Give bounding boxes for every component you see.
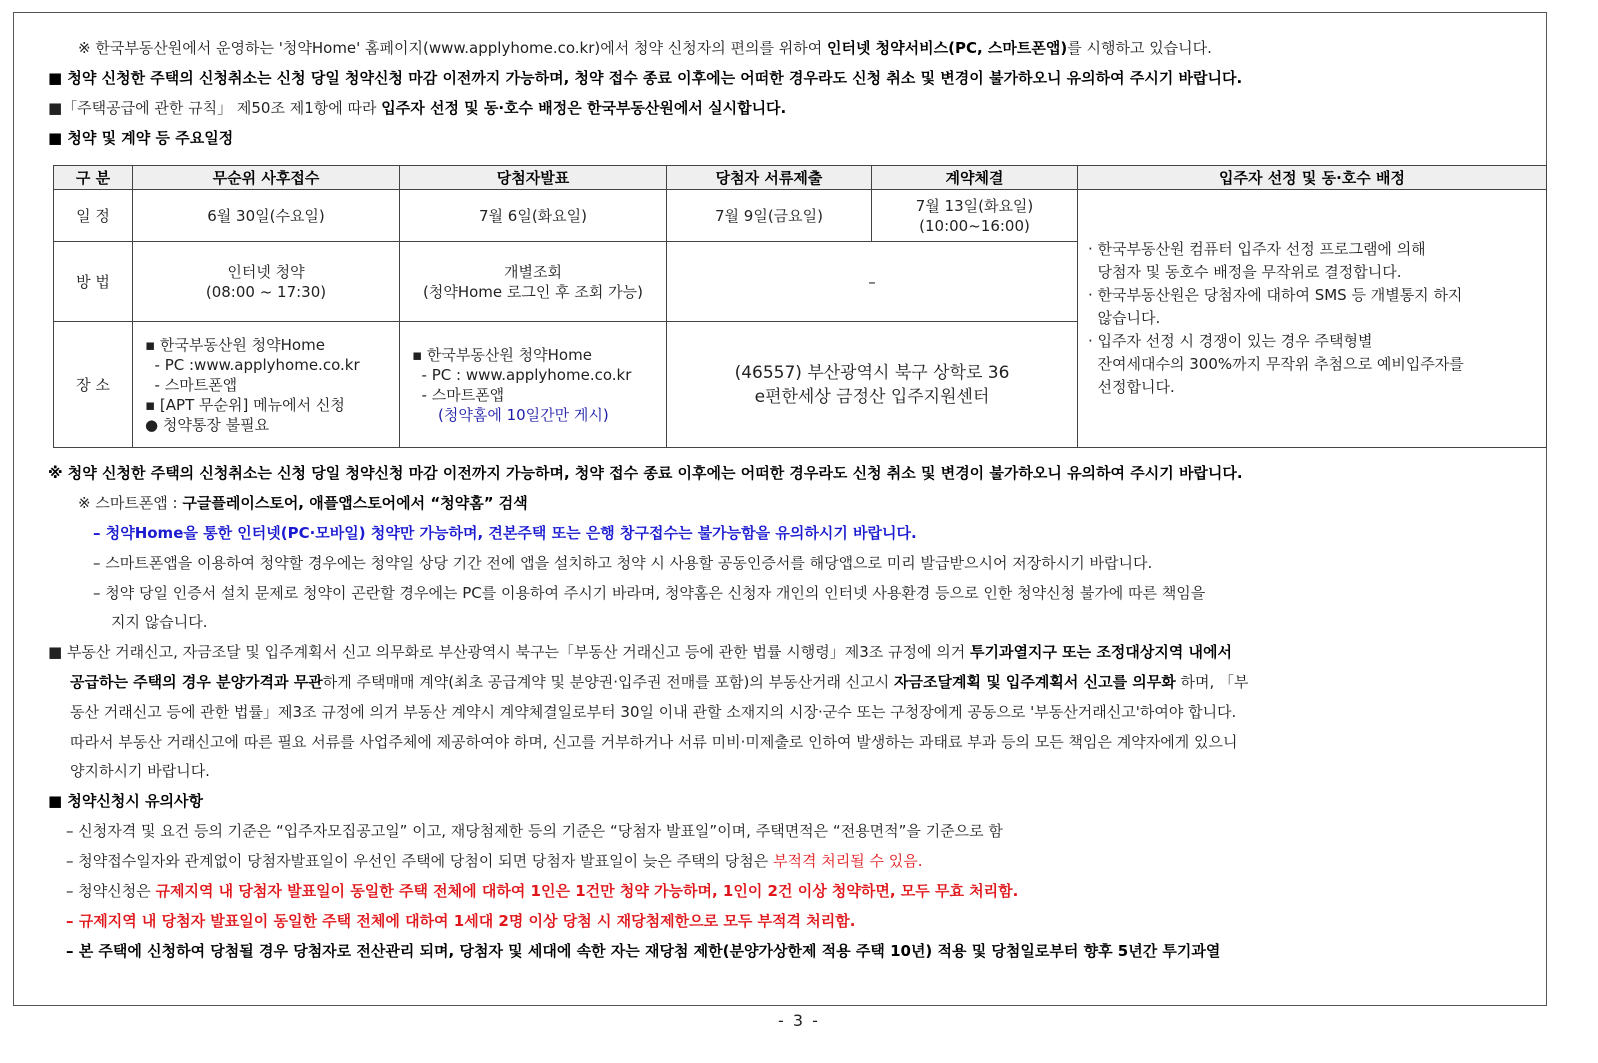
cancel-notice-repeat: ※ 청약 신청한 주택의 신청취소는 신청 당일 청약신청 마감 이전까지 가능하며, 청약 접수 종료 이후에는 어떠한 경우라도 신청 취소 및 변경이 불가하오니 유의하여 주시기 바랍니다. [48, 464, 1243, 482]
row-label-place: 장 소 [54, 322, 133, 448]
caution-one-application [66, 881, 1018, 901]
header-contract: 계약체결 [872, 166, 1078, 190]
certificate-notice-cont: 지지 않습니다. [111, 613, 208, 631]
caution-criteria: – 신청자격 및 요건 등의 기준은 “입주자모집공고일” 이고, 재당첨제한 등의 기준은 “당첨자 발표일”이며, 주택면적은 “전용면적”을 기준으로 함 [66, 822, 1003, 840]
caution-priority-warning: 부적격 처리될 수 있음. [773, 852, 923, 870]
place-receipt-item: - 스마트폰앱 [145, 375, 238, 394]
caution-rewin-limit: – 본 주택에 신청하여 당첨될 경우 당첨자로 전산관리 되며, 당첨자 및 세대에 속한 자는 재당첨 제한(분양가상한제 적용 주택 10년) 적용 및 당첨일로부터 향후 5년간 투기과열 [66, 942, 1221, 960]
method-documents-contract: – [667, 242, 1078, 322]
date-receipt: 6월 30일(수요일) [133, 190, 400, 242]
smartphone-app-notice [78, 493, 528, 513]
smartphone-app-label: ※ 스마트폰앱 : [78, 494, 183, 512]
caution-one-application-warning: 규제지역 내 당첨자 발표일이 동일한 주택 전체에 대하여 1인은 1건만 청약 가능하며, 1인이 2건 이상 청약하면, 모두 무효 처리함. [155, 882, 1019, 900]
real-estate-line-4: 따라서 부동산 거래신고에 따른 필요 서류를 사업주체에 제공하여야 하며, 신고를 거부하거나 서류 미비·미제출로 인하여 발생하는 과태료 부과 등의 모든 책임은 계약자에게 있으니 [70, 733, 1238, 751]
selection-note-line: · 한국부동산원은 당첨자에 대하여 SMS 등 개별통지 하지 [1088, 286, 1463, 304]
selection-notes-cell [1078, 190, 1547, 448]
selection-rule-highlight: 입주자 선정 및 동·호수 배정은 한국부동산원에서 실시합니다. [381, 99, 787, 117]
caution-priority-text: – 청약접수일자와 관계없이 당첨자발표일이 우선인 주택에 당첨이 되면 당첨자 발표일이 늦은 주택의 당첨은 [66, 852, 774, 870]
caution-household-limit: – 규제지역 내 당첨자 발표일이 동일한 주택 전체에 대하여 1세대 2명 이상 당첨 시 재당첨제한으로 모두 부적격 처리함. [66, 912, 856, 930]
header-announce: 당첨자발표 [400, 166, 667, 190]
method-receipt-hours: (08:00 ~ 17:30) [205, 282, 327, 301]
place-office [667, 322, 1078, 448]
method-announce-line2: (청약Home 로그인 후 조회 가능) [423, 282, 643, 301]
method-receipt-line1: 인터넷 청약 [227, 262, 305, 281]
certificate-notice: – 청약 당일 인증서 설치 문제로 청약이 곤란할 경우에는 PC를 이용하여 주시기 바라며, 청약홈은 신청자 개인의 인터넷 사용환경 등으로 인한 청약신청 불가에 따른 책임을 [93, 584, 1206, 602]
selection-note-line: · 한국부동산원 컴퓨터 입주자 선정 프로그램에 의해 [1088, 240, 1426, 258]
applyhome-notice-text: ※ 한국부동산원에서 운영하는 '청약Home' 홈페이지(www.applyhome.co.kr)에서 청약 신청자의 편의를 위하여 [78, 39, 827, 57]
method-announce [400, 242, 667, 322]
date-documents: 7월 9일(금요일) [667, 190, 872, 242]
place-receipt-item: - PC :www.applyhome.co.kr [145, 355, 360, 374]
place-receipt-list [145, 335, 395, 435]
regulated-area-highlight: 투기과열지구 또는 조정대상지역 내에서 [970, 643, 1233, 661]
real-estate-text: 하게 주택매매 계약(최초 공급계약 및 분양권·입주권 전매를 포함)의 부동산거래 신고시 [322, 673, 895, 691]
contract-date: 7월 13일(화요일) [915, 196, 1034, 215]
selection-note-line: 당첨자 및 동호수 배정을 무작위로 결정합니다. [1088, 263, 1402, 281]
internet-only-notice: – 청약Home을 통한 인터넷(PC·모바일) 청약만 가능하며, 견본주택 또는 은행 창구접수는 불가능함을 유의하시기 바랍니다. [93, 524, 917, 542]
place-announce-item: - 스마트폰앱 [412, 385, 505, 404]
table-row-date [54, 190, 1547, 242]
real-estate-line-2 [70, 672, 1249, 692]
applyhome-notice [78, 38, 1212, 58]
row-label-method: 방 법 [54, 242, 133, 322]
cancel-notice: ■ 청약 신청한 주택의 신청취소는 신청 당일 청약신청 마감 이전까지 가능하며, 청약 접수 종료 이후에는 어떠한 경우라도 신청 취소 및 변경이 불가하오니 유의하여 주시기 바랍니다. [48, 69, 1243, 87]
place-announce-item: - PC : www.applyhome.co.kr [412, 365, 632, 384]
funding-plan-highlight: 자금조달계획 및 입주계획서 신고를 의무화 [894, 673, 1176, 691]
selection-notes [1088, 238, 1538, 399]
real-estate-line-1 [48, 642, 1232, 662]
app-install-notice: – 스마트폰앱을 이용하여 청약할 경우에는 청약일 상당 기간 전에 앱을 설치하고 청약 시 사용할 공동인증서를 해당앱으로 미리 발급받으시어 저장하시기 바랍니다. [93, 554, 1153, 572]
date-contract [872, 190, 1078, 242]
office-address: (46557) 부산광역시 북구 상학로 36 [734, 362, 1010, 383]
real-estate-line-5: 양지하시기 바랍니다. [70, 762, 210, 780]
selection-rule-text: ■「주택공급에 관한 규칙」 제50조 제1항에 따라 [48, 99, 382, 117]
schedule-heading: ■ 청약 및 계약 등 주요일정 [48, 129, 234, 147]
selection-note-line: 않습니다. [1088, 309, 1161, 327]
header-receipt: 무순위 사후접수 [133, 166, 400, 190]
place-receipt-item: ▪ 한국부동산원 청약Home [145, 335, 325, 354]
cautions-heading: ■ 청약신청시 유의사항 [48, 792, 204, 810]
selection-note-line: 잔여세대수의 300%까지 무작위 추첨으로 예비입주자를 [1088, 355, 1464, 373]
selection-rule-notice [48, 98, 786, 118]
selection-note-line: · 입주자 선정 시 경쟁이 있는 경우 주택형별 [1088, 332, 1373, 350]
smartphone-app-search: 구글플레이스토어, 애플앱스토어에서 “청약홈” 검색 [182, 494, 528, 512]
row-label-date: 일 정 [54, 190, 133, 242]
caution-priority [66, 851, 923, 871]
header-category: 구 분 [54, 166, 133, 190]
real-estate-line-3: 동산 거래신고 등에 관한 법률」제3조 규정에 의거 부동산 계약시 계약체결일로부터 30일 이내 관할 소재지의 시장·군수 또는 구청장에게 공동으로 '부동산거래신고'하여야 합니다. [70, 703, 1237, 721]
price-irrelevant-highlight: 공급하는 주택의 경우 분양가격과 무관 [70, 673, 323, 691]
place-receipt-item: ▪ [APT 무순위] 메뉴에서 신청 [145, 395, 345, 414]
page-number: - 3 - [778, 1011, 820, 1030]
place-announce-list [412, 345, 662, 405]
office-name: e편한세상 금정산 입주지원센터 [754, 386, 990, 407]
contract-time: (10:00~16:00) [919, 216, 1030, 235]
schedule-table [53, 165, 1547, 448]
method-announce-line1: 개별조회 [504, 262, 562, 281]
place-receipt-item: ● 청약통장 불필요 [145, 415, 270, 434]
internet-service-highlight: 인터넷 청약서비스(PC, 스마트폰앱) [826, 39, 1068, 57]
place-announce [400, 322, 667, 448]
header-selection: 입주자 선정 및 동·호수 배정 [1078, 166, 1547, 190]
announce-posting-period: (청약홈에 10일간만 게시) [438, 405, 609, 424]
place-receipt [133, 322, 400, 448]
applyhome-notice-suffix: 를 시행하고 있습니다. [1067, 39, 1212, 57]
header-documents: 당첨자 서류제출 [667, 166, 872, 190]
method-receipt [133, 242, 400, 322]
real-estate-text: 하며, 「부 [1175, 673, 1249, 691]
date-announce: 7월 6일(화요일) [400, 190, 667, 242]
table-header-row [54, 166, 1547, 190]
place-announce-item: ▪ 한국부동산원 청약Home [412, 345, 592, 364]
selection-note-line: 선정합니다. [1088, 378, 1175, 396]
real-estate-text: ■ 부동산 거래신고, 자금조달 및 입주계획서 신고 의무화로 부산광역시 북구는「부동산 거래신고 등에 관한 법률 시행령」제3조 규정에 의거 [48, 643, 971, 661]
caution-one-application-label: – 청약신청은 [66, 882, 156, 900]
